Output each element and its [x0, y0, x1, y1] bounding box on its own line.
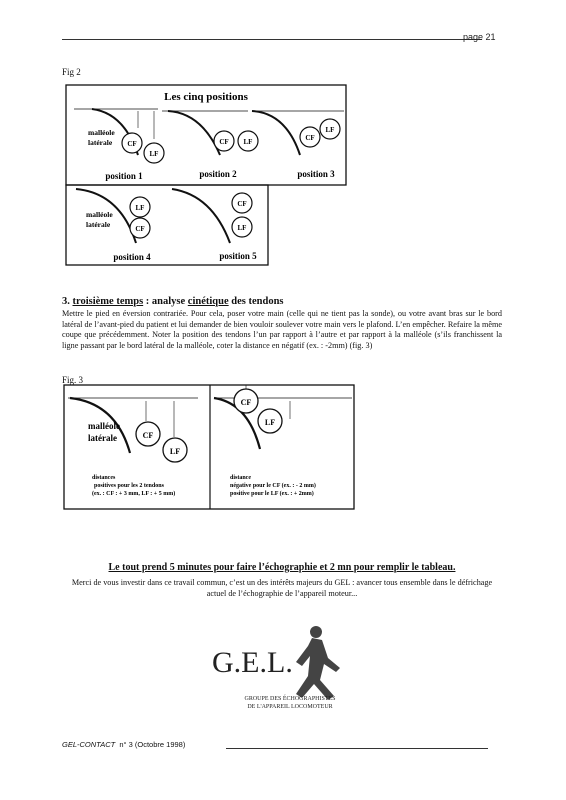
- section-3-body: Mettre le pied en éversion contrariée. Pour cela, poser votre main (celle qui ne tient pas la sonde), ou votre avant bras sur le bord latéral de l’avant-pied du patient et lui demander de bien vouloir soulever votre main vers le plafond. L’en empêcher. Refaire la même coupe que précédemment. Noter la position des tendons l’un par rapport à l’autre et par rapport à la malléole (s’ils franchissent la ligne passant par le bord latéral de la malléole, coter la distance en négatif (ex. : -2mm) (fig. 3): [62, 309, 502, 350]
- svg-text:CF: CF: [305, 134, 315, 142]
- journal-name: GEL-CONTACT: [62, 740, 116, 749]
- svg-text:LF: LF: [243, 138, 253, 146]
- runner-icon: [296, 626, 340, 700]
- svg-text:positives pour les 2 tendons: positives pour les 2 tendons: [94, 483, 164, 489]
- svg-text:LF: LF: [264, 418, 276, 427]
- svg-text:négative pour le CF (ex. : - 2: négative pour le CF (ex. : - 2 mm): [230, 483, 316, 489]
- fig2-label: Fig 2: [62, 67, 81, 77]
- conclusion-text: Le tout prend 5 minutes pour faire l’échographie et 2 mn pour remplir le tableau.: [108, 562, 456, 573]
- svg-text:LF: LF: [135, 204, 145, 212]
- issue-number: n° 3 (Octobre 1998): [119, 740, 186, 749]
- svg-text:CF: CF: [219, 138, 229, 146]
- svg-text:LF: LF: [169, 447, 181, 456]
- footer-citation: [62, 740, 185, 749]
- position-2-label: position 2: [199, 169, 237, 179]
- position-1-label: position 1: [105, 171, 143, 181]
- svg-text:CF: CF: [237, 200, 247, 208]
- svg-text:distances: distances: [92, 475, 116, 481]
- svg-text:CF: CF: [142, 431, 154, 440]
- section-3-title: 3. troisième temps : analyse cinétique des tendons: [62, 296, 284, 307]
- position-1: [74, 109, 164, 181]
- footer-rule: [226, 748, 488, 749]
- header-rule: [62, 39, 482, 40]
- gel-logo-tagline-2: DE L'APPAREIL LOCOMOTEUR: [247, 704, 333, 710]
- thanks-paragraph: Merci de vous investir dans ce travail commun, c’est un des intérêts majeurs du GEL : avancer tous ensemble dans le défrichage actuel de l’échographie de l’appareil moteur...: [71, 578, 493, 598]
- fig3-left-panel: [68, 398, 198, 497]
- fig3-right-panel: [214, 385, 352, 497]
- svg-text:positive pour le LF (ex. : + 2: positive pour le LF (ex. : + 2mm): [230, 491, 314, 497]
- svg-text:malléole: malléole: [88, 421, 120, 431]
- svg-text:LF: LF: [325, 126, 335, 134]
- fig2-diagram: [62, 83, 352, 268]
- gel-logo-tagline-1: GROUPE DES ÉCHOGRAPHISTES: [244, 696, 336, 702]
- svg-text:latérale: latérale: [88, 433, 117, 443]
- position-4-label: position 4: [113, 252, 151, 262]
- svg-text:malléole: malléole: [86, 210, 113, 219]
- position-5-label: position 5: [219, 251, 257, 261]
- position-3: [252, 111, 344, 179]
- svg-text:CF: CF: [127, 140, 137, 148]
- svg-text:CF: CF: [135, 225, 145, 233]
- svg-text:latérale: latérale: [86, 220, 111, 229]
- fig3-diagram: [62, 383, 358, 513]
- svg-text:latérale: latérale: [88, 138, 113, 147]
- position-2: [162, 111, 258, 179]
- position-4: [76, 189, 151, 262]
- svg-text:malléole: malléole: [88, 128, 115, 137]
- svg-text:LF: LF: [149, 150, 159, 158]
- svg-text:CF: CF: [240, 398, 252, 407]
- position-3-label: position 3: [297, 169, 335, 179]
- fig3-label: Fig. 3: [62, 375, 84, 385]
- svg-text:LF: LF: [237, 224, 247, 232]
- gel-logo: [198, 622, 378, 726]
- svg-text:distance: distance: [230, 475, 251, 481]
- position-5: [172, 189, 257, 261]
- fig2-title: Les cinq positions: [164, 91, 248, 103]
- page-number: page 21: [463, 32, 496, 42]
- gel-logo-name: G.E.L.: [212, 646, 293, 679]
- svg-text:(ex. : CF : + 3 mm, LF : + 5 m: (ex. : CF : + 3 mm, LF : + 5 mm): [92, 491, 176, 497]
